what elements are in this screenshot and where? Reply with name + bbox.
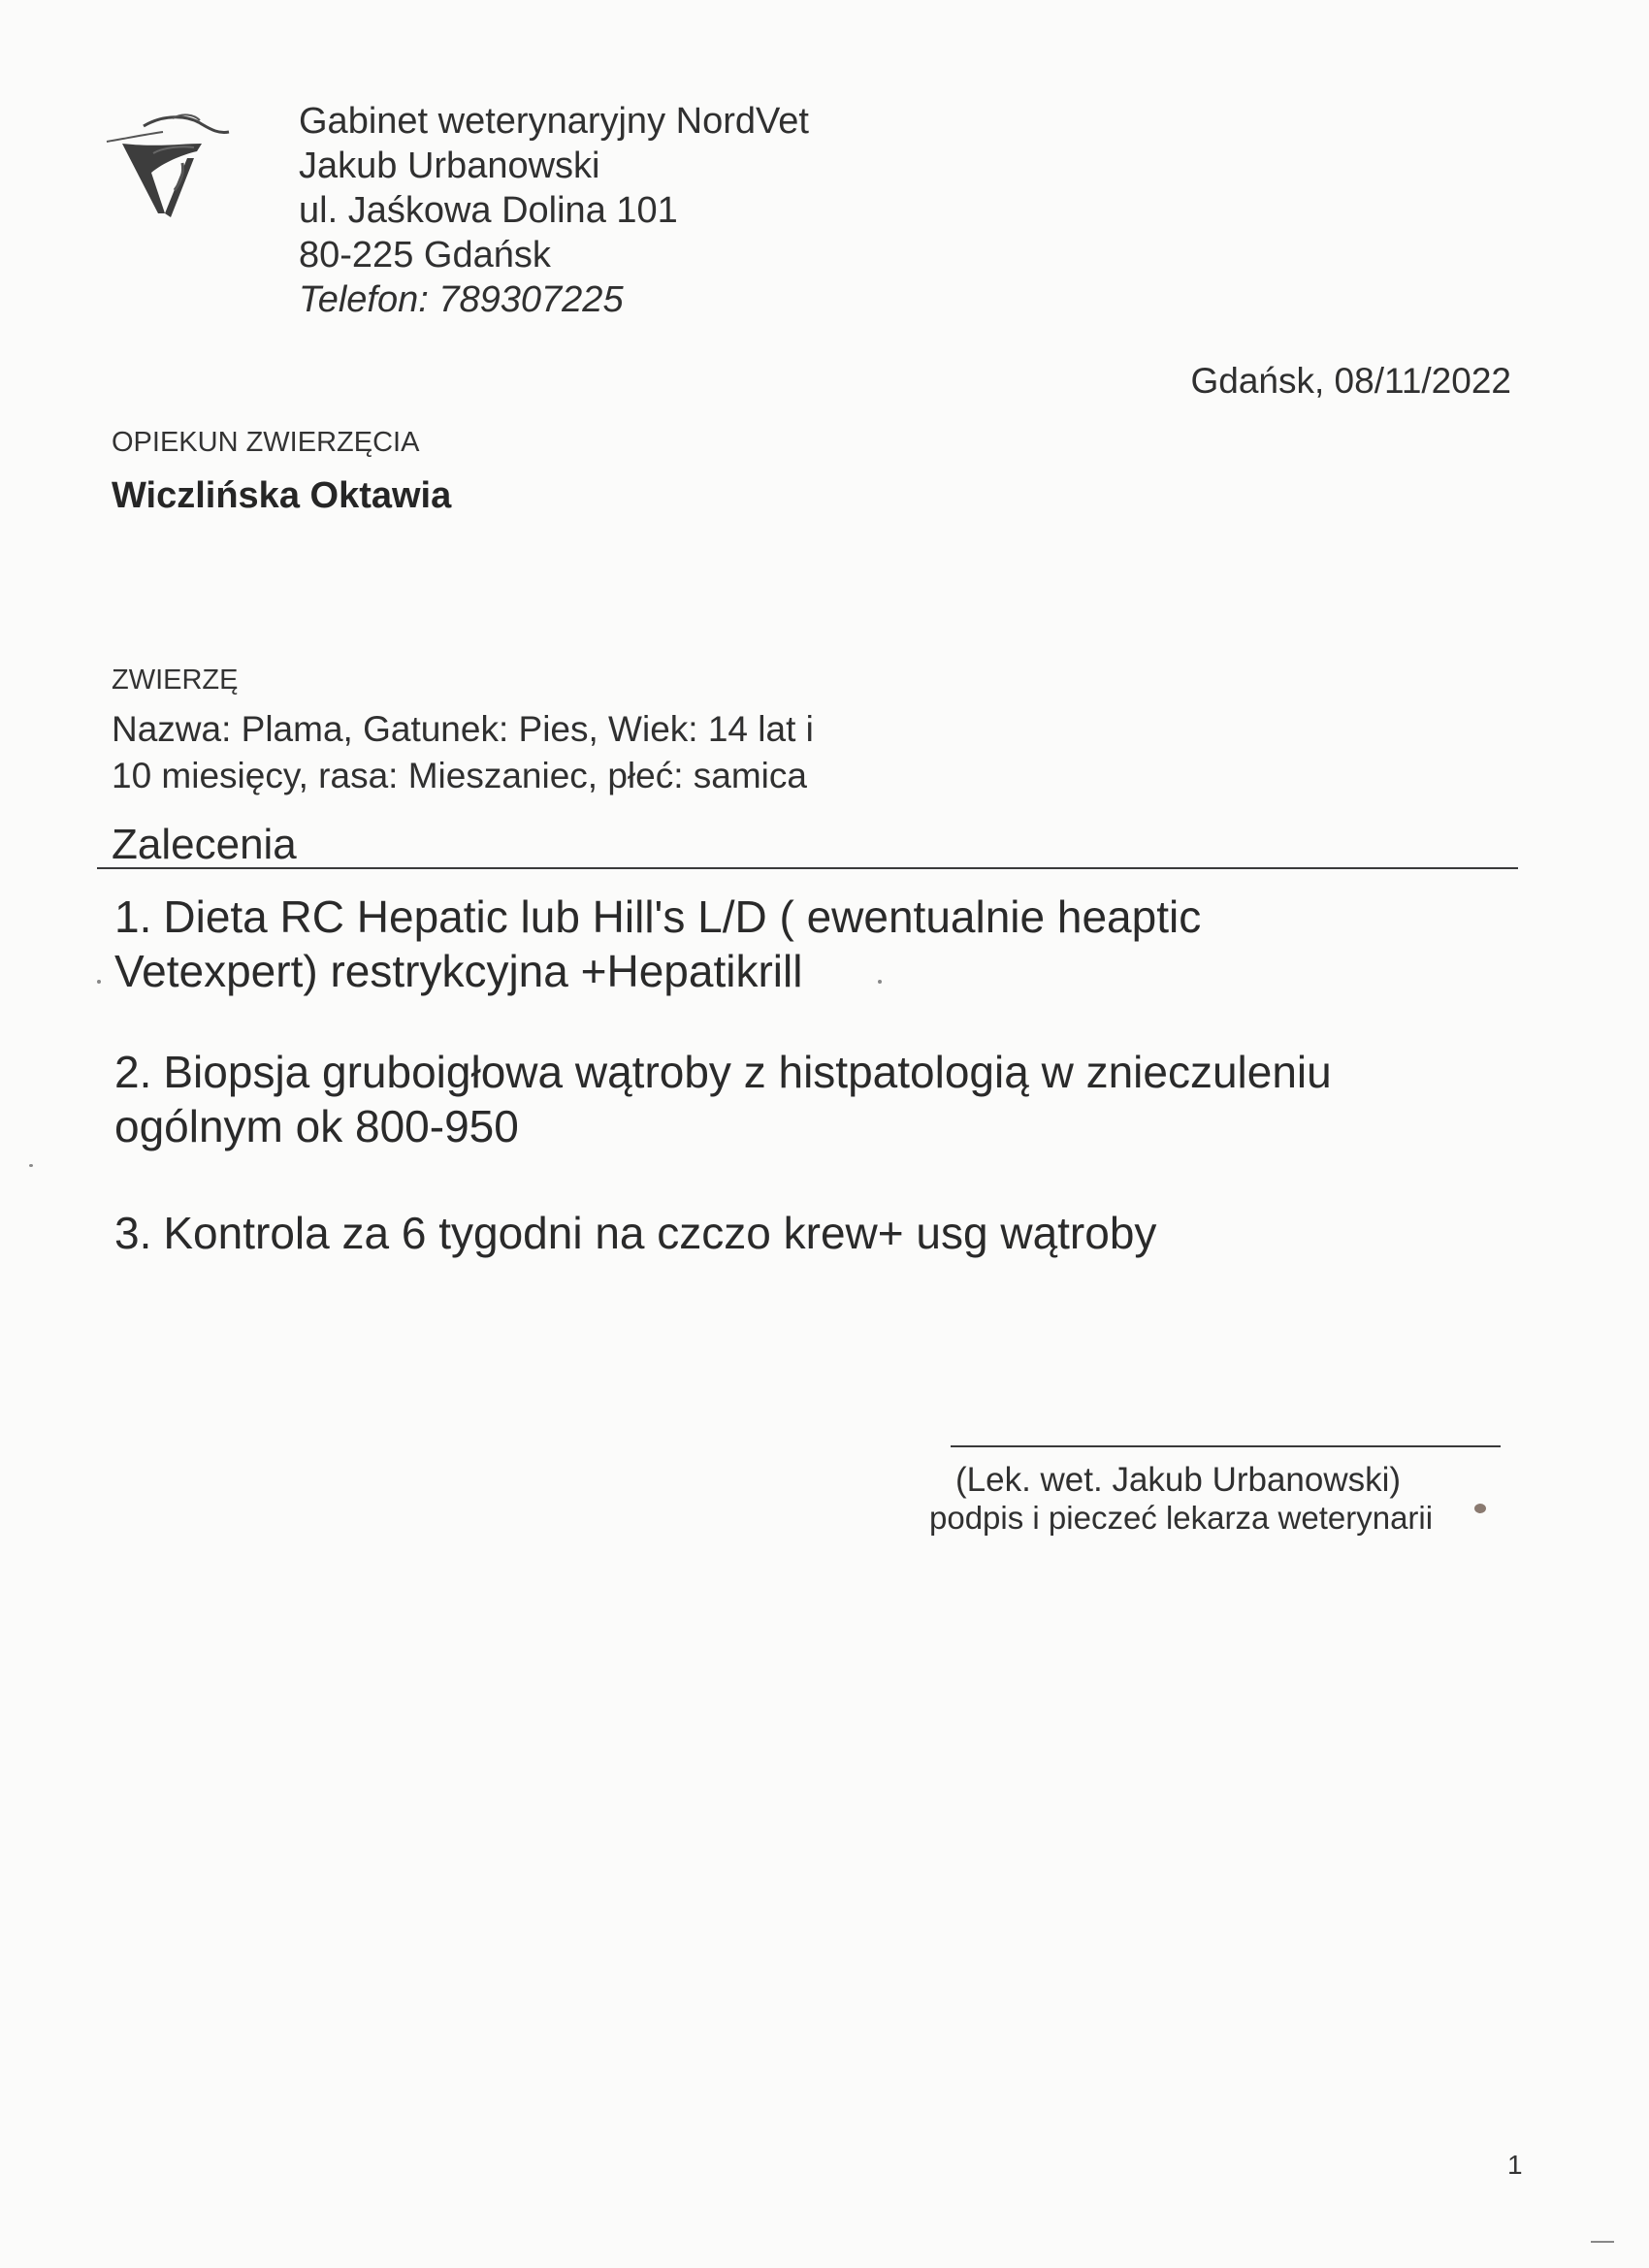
signature-note: podpis i pieczeć lekarza weterynarii xyxy=(929,1500,1434,1536)
recommendation-text: Kontrola za 6 tygodni na czczo krew+ usg wątroby xyxy=(163,1208,1157,1258)
clinic-city: 80-225 Gdańsk xyxy=(299,235,551,275)
recommendation-line xyxy=(114,890,1511,944)
recommendation-item xyxy=(114,890,1511,998)
scan-speck xyxy=(29,1164,33,1167)
clinic-phone: Telefon: 789307225 xyxy=(299,279,624,320)
recommendation-text: Dieta RC Hepatic lub Hill's L/D ( ewentualnie heaptic xyxy=(163,891,1202,942)
recommendation-line: ogólnym ok 800-950 xyxy=(114,1101,519,1151)
animal-info-line-1: Nazwa: Plama, Gatunek: Pies, Wiek: 14 lat i xyxy=(112,709,814,749)
animal-info xyxy=(112,706,936,799)
recommendation-line: Vetexpert) restrykcyjna +Hepatikrill xyxy=(114,946,803,996)
clinic-doctor: Jakub Urbanowski xyxy=(299,146,600,186)
recommendation-number: 1. xyxy=(114,891,152,942)
recommendation-number: 2. xyxy=(114,1047,152,1097)
owner-label: OPIEKUN ZWIERZĘCIA xyxy=(112,427,420,458)
document-date: Gdańsk, 08/11/2022 xyxy=(1190,361,1511,401)
recommendation-line xyxy=(114,1206,1511,1260)
scan-speck xyxy=(97,980,101,984)
section-divider xyxy=(97,867,1518,869)
scan-speck xyxy=(878,980,882,984)
animal-info-line-2: 10 miesięcy, rasa: Mieszaniec, płeć: samica xyxy=(112,756,807,795)
scan-speck xyxy=(1591,2241,1614,2243)
clinic-name: Gabinet weterynaryjny NordVet xyxy=(299,101,809,142)
recommendation-line xyxy=(114,1045,1511,1099)
recommendations-title: Zalecenia xyxy=(112,821,297,868)
clinic-street: ul. Jaśkowa Dolina 101 xyxy=(299,190,678,231)
scan-speck xyxy=(1474,1504,1486,1513)
page-number: 1 xyxy=(1507,2150,1523,2180)
owner-name: Wiczlińska Oktawia xyxy=(112,475,452,516)
animal-label: ZWIERZĘ xyxy=(112,664,239,696)
recommendation-number: 3. xyxy=(114,1208,152,1258)
signature-line xyxy=(951,1445,1501,1447)
recommendation-text: Biopsja gruboigłowa wątroby z histpatologią w znieczuleniu xyxy=(163,1047,1332,1097)
signer-name: (Lek. wet. Jakub Urbanowski) xyxy=(955,1461,1402,1499)
clinic-logo-icon xyxy=(105,105,236,226)
recommendation-item xyxy=(114,1206,1511,1260)
recommendation-item xyxy=(114,1045,1511,1153)
clinic-header xyxy=(299,99,809,322)
